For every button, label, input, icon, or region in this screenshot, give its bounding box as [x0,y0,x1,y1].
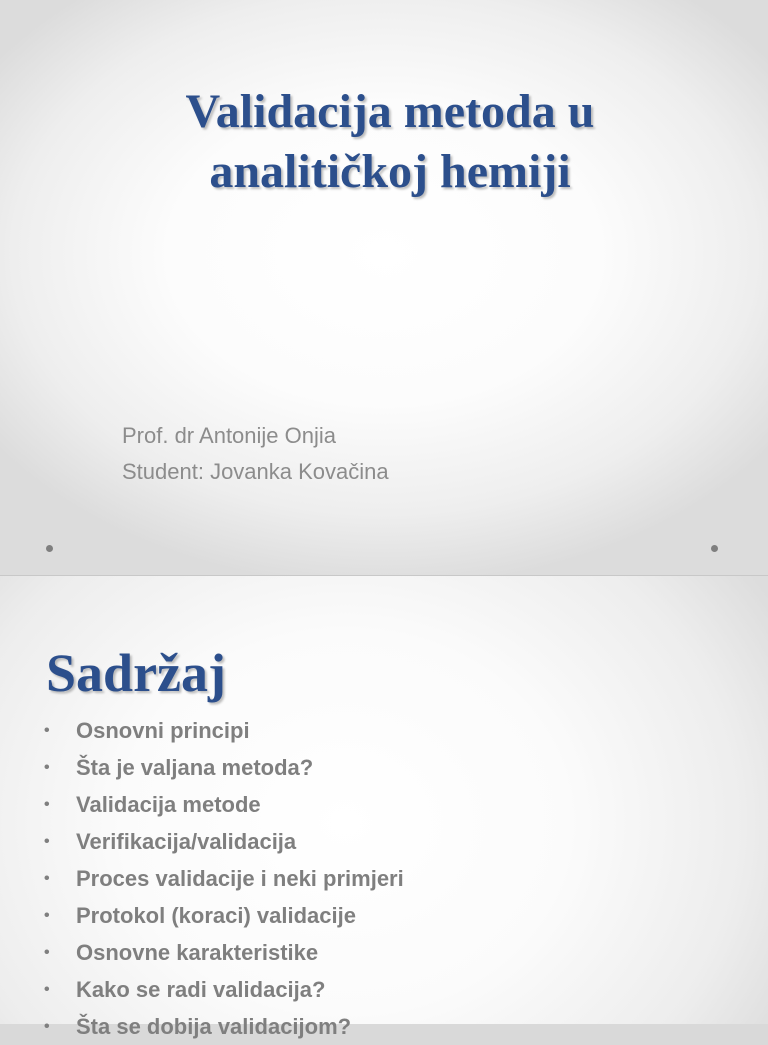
slide-title [40,82,740,202]
student-name: Student: Jovanka Kovačina [122,459,389,484]
list-item-label: Proces validacije i neki primjeri [76,866,404,891]
decorative-dot-left [46,545,53,552]
bullet-icon: • [44,722,50,739]
list-item-label: Validacija metode [76,792,261,817]
list-item [44,823,404,860]
list-item [44,971,404,1008]
list-item-label: Šta se dobija validacijom? [76,1014,352,1039]
contents-list [44,712,404,1045]
bullet-icon: • [44,870,50,887]
bullet-icon: • [44,944,50,961]
contents-heading: Sadržaj [46,643,226,703]
bullet-icon: • [44,907,50,924]
list-item [44,897,404,934]
list-item [44,749,404,786]
author-block [122,418,389,490]
list-item [44,786,404,823]
list-item [44,712,404,749]
slide-title-line-1: Validacija metoda u [185,85,595,138]
bullet-icon: • [44,759,50,776]
bullet-icon: • [44,1018,50,1035]
decorative-dot-right [711,545,718,552]
list-item-label: Kako se radi validacija? [76,977,326,1002]
list-item [44,860,404,897]
list-item-label: Šta je valjana metoda? [76,755,314,780]
list-item [44,1008,404,1045]
bullet-icon: • [44,833,50,850]
list-item-label: Osnovne karakteristike [76,940,319,965]
slide-title-line-2: analitičkoj hemiji [209,145,571,198]
bullet-icon: • [44,981,50,998]
professor-name: Prof. dr Antonije Onjia [122,423,337,448]
list-item-label: Verifikacija/validacija [76,829,297,854]
bullet-icon: • [44,796,50,813]
list-item [44,934,404,971]
list-item-label: Osnovni principi [76,718,250,743]
list-item-label: Protokol (koraci) validacije [76,903,356,928]
